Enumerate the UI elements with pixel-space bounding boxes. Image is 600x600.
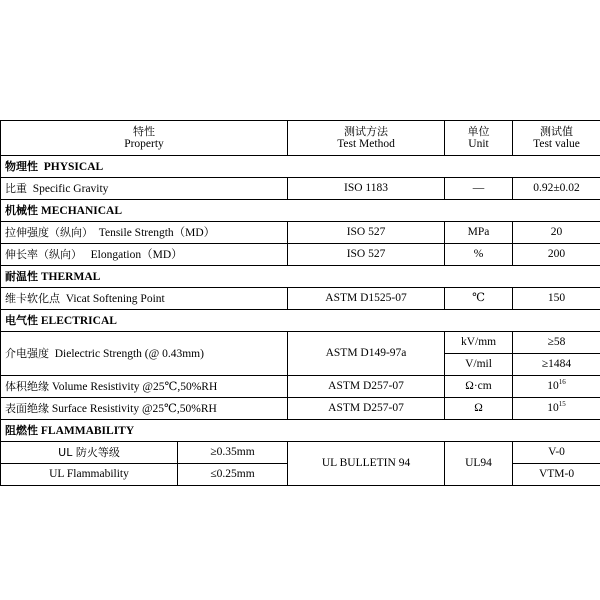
section-thermal: [1, 266, 600, 288]
section-mechanical: [1, 200, 600, 222]
section-electrical-en: ELECTRICAL: [40, 314, 117, 327]
row-unit: MPa: [445, 222, 513, 244]
flammability-thickness-1: ≥0.35mm: [178, 442, 288, 464]
header-value-cn: 测试值: [540, 125, 574, 138]
row-label-en: Surface Resistivity @25℃,50%RH: [51, 402, 217, 415]
header-method-cn: 测试方法: [344, 125, 389, 138]
row-unit: —: [445, 178, 513, 200]
flammability-thickness-2: ≤0.25mm: [178, 464, 288, 486]
value-exponent: 16: [558, 378, 566, 387]
value-base: 10: [547, 402, 559, 414]
section-electrical-cn: 电气性: [5, 313, 38, 327]
header-property-en: Property: [124, 138, 164, 150]
row-unit: UL94: [445, 442, 513, 486]
section-flammability-cn: 阻燃性: [5, 423, 38, 437]
row-flammability-1: [1, 442, 600, 464]
header-unit-en: Unit: [468, 138, 489, 150]
header-unit: [445, 121, 513, 156]
row-label-en: Volume Resistivity @25℃,50%RH: [51, 380, 218, 393]
row-method: UL BULLETIN 94: [288, 442, 445, 486]
value-exponent: 15: [558, 400, 566, 409]
row-label-en: Elongation（MD）: [90, 248, 183, 261]
row-volume-resistivity: [1, 376, 600, 398]
row-elongation: [1, 244, 600, 266]
row-value: [513, 376, 600, 398]
row-method: ISO 527: [288, 222, 445, 244]
header-method: [288, 121, 445, 156]
section-mechanical-en: MECHANICAL: [40, 204, 123, 217]
row-value: 200: [513, 244, 600, 266]
row-unit-kv: kV/mm: [445, 332, 513, 354]
row-label-cn: 表面绝缘: [5, 401, 49, 415]
header-value-en: Test value: [533, 138, 580, 150]
row-label-cn: 比重: [5, 181, 27, 195]
row-method: ASTM D257-07: [288, 398, 445, 420]
row-method: ISO 1183: [288, 178, 445, 200]
flammability-value-2: VTM-0: [513, 464, 600, 486]
header-property-cn: 特性: [133, 125, 155, 138]
header-unit-cn: 单位: [467, 125, 490, 138]
header-value: [513, 121, 600, 156]
row-label-en: Tensile Strength（MD）: [98, 226, 216, 239]
row-method: ASTM D257-07: [288, 376, 445, 398]
row-specific-gravity: [1, 178, 600, 200]
row-surface-resistivity: [1, 398, 600, 420]
row-dielectric-1: [1, 332, 600, 354]
row-vicat: [1, 288, 600, 310]
row-method: ISO 527: [288, 244, 445, 266]
row-value: 20: [513, 222, 600, 244]
section-mechanical-cn: 机械性: [5, 203, 38, 217]
row-label-cn: 体积绝缘: [5, 379, 49, 393]
header-method-en: Test Method: [337, 138, 395, 150]
properties-table: [0, 120, 600, 486]
row-tensile: [1, 222, 600, 244]
row-unit: %: [445, 244, 513, 266]
row-method: ASTM D1525-07: [288, 288, 445, 310]
row-value-kv: ≥58: [513, 332, 600, 354]
row-unit: ℃: [445, 288, 513, 310]
row-label-cn: 介电强度: [5, 346, 49, 360]
flammability-label-en: UL Flammability: [1, 464, 178, 486]
row-unit: Ω: [445, 398, 513, 420]
section-thermal-en: THERMAL: [40, 270, 101, 283]
section-physical-cn: 物理性: [5, 159, 38, 173]
row-value: 0.92±0.02: [513, 178, 600, 200]
row-label-cn: 伸长率（纵向）: [5, 247, 82, 261]
header-property: [1, 121, 288, 156]
row-value: 150: [513, 288, 600, 310]
section-thermal-cn: 耐温性: [5, 269, 38, 283]
row-label-en: Vicat Softening Point: [65, 292, 165, 305]
row-label-cn: 维卡软化点: [5, 291, 60, 305]
flammability-label-cn: UL 防火等级: [58, 445, 120, 459]
row-label-cn: 拉伸强度（纵向）: [5, 225, 93, 239]
value-base: 10: [547, 380, 559, 392]
section-physical-en: PHYSICAL: [43, 160, 104, 173]
row-method: ASTM D149-97a: [288, 332, 445, 376]
row-value-vmil: ≥1484: [513, 354, 600, 376]
header-row: [1, 121, 600, 156]
section-electrical: [1, 310, 600, 332]
row-label-en: Dielectric Strength (@ 0.43mm): [54, 347, 204, 360]
row-value: [513, 398, 600, 420]
flammability-value-1: V-0: [513, 442, 600, 464]
row-unit: Ω·cm: [445, 376, 513, 398]
section-flammability-en: FLAMMABILITY: [40, 424, 135, 437]
section-flammability: [1, 420, 600, 442]
row-unit-vmil: V/mil: [445, 354, 513, 376]
row-label-en: Specific Gravity: [32, 182, 109, 195]
section-physical: [1, 156, 600, 178]
